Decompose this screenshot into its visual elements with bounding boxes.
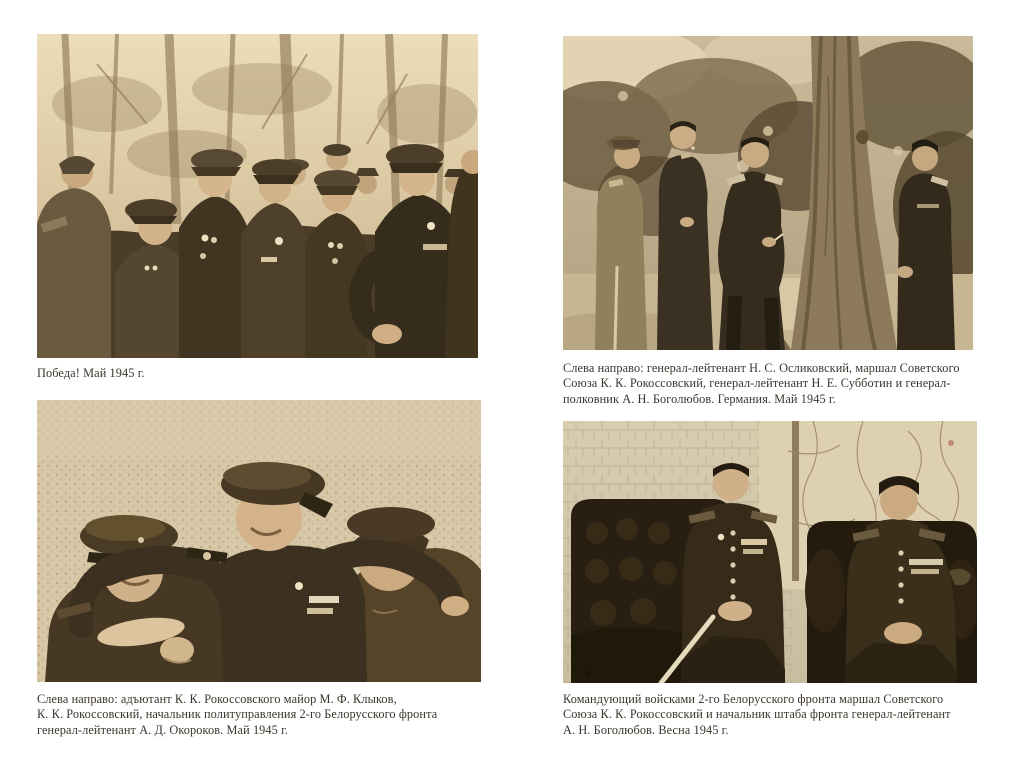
photo-seated-armchairs-art [563,421,977,683]
caption-line: Командующий войсками 2-го Белорусского фронта маршал Советского [563,692,944,706]
caption-line: генерал-лейтенант А. Д. Окороков. Май 1945 г. [37,722,289,737]
caption-line: А. Н. Боголюбов. Весна 1945 г. [563,722,729,737]
photo-generals-by-tree [563,36,973,350]
caption-three-embracing [37,692,482,738]
photo-generals-by-tree-art [563,36,973,350]
photo-victory-group [37,34,478,358]
photo-victory-group-art [37,34,478,358]
caption-line: Союза К. К. Рокоссовский, генерал-лейтенант Н. Е. Субботин и генерал- [563,376,951,391]
caption-line: Победа! Май 1945 г. [37,366,145,380]
caption-seated-armchairs [563,692,977,738]
caption-victory-group [37,366,478,381]
caption-line: К. К. Рокоссовский, начальник политуправления 2-го Белорусского фронта [37,707,438,722]
caption-line: полковник А. Н. Боголюбов. Германия. Май 1945 г. [563,391,836,406]
caption-generals-by-tree [563,361,975,407]
caption-line: Слева направо: генерал-лейтенант Н. С. Осликовский, маршал Советского [563,361,960,375]
caption-line: Союза К. К. Рокоссовский и начальник штаба фронта генерал-лейтенант [563,707,951,722]
caption-line: Слева направо: адъютант К. К. Рокоссовского майор М. Ф. Клыков, [37,692,397,706]
photo-three-embracing [37,400,481,682]
photo-three-embracing-art [37,400,481,682]
photo-seated-armchairs [563,421,977,683]
